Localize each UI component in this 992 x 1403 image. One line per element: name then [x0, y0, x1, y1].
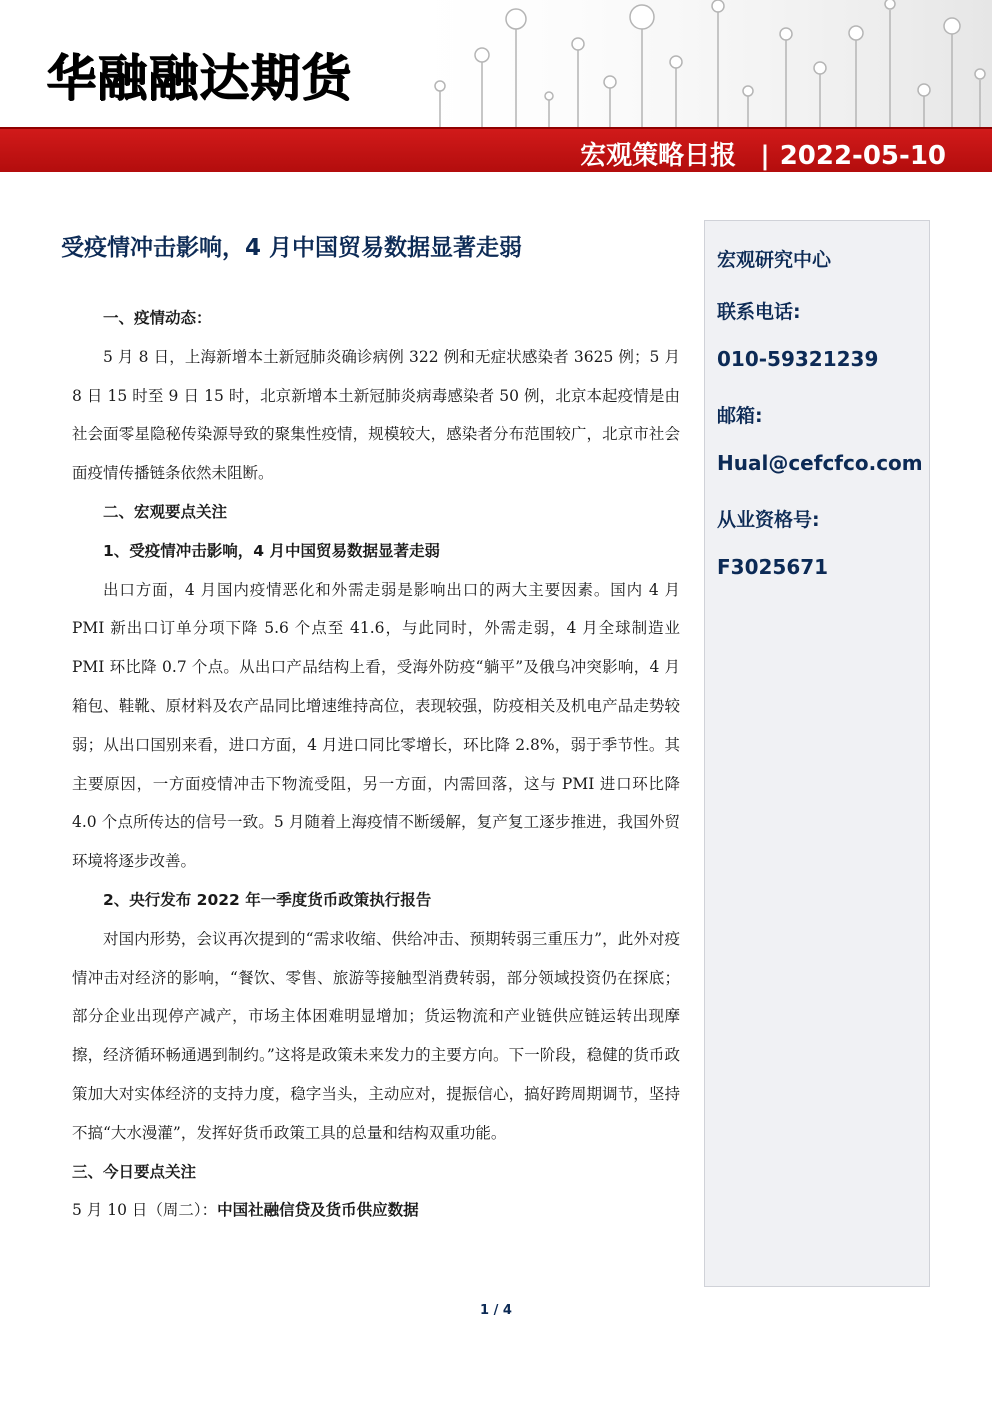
page-number: 1 / 4 — [480, 1303, 512, 1318]
paragraph: 出口方面，4 月国内疫情恶化和外需走弱是影响出口的两大主要因素。国内 4 月 PMI 新出口订单分项下降 5.6 个点至 41.6，与此同时，外需走弱，4 月全球制造业 PMI 环比降 0.7 个点。从出口产品结构上看，受海外防疫“躺平”及俄乌冲突影响，4 月箱包、鞋靴、原材料及农产品同比增速维持高位，表现较强，防疫相关及机电产品走势较弱；从出口国别来看，进口方面，4 月进口同比零增长，环比降 2.8%，弱于季节性。其主要原因，一方面疫情冲击下物流受阻，另一方面，内需回落，这与 PMI 进口环比降 4.0 个点所传达的信号一致。5 月随着上海疫情不断缓解，复产复工逐步推进，我国外贸环境将逐步改善。 — [72, 580, 680, 871]
email-address[interactable]: Hual@cefcfco.com — [717, 451, 923, 475]
contact-sidebar — [704, 220, 930, 1287]
report-date: 2022-05-10 — [779, 141, 946, 171]
license-label: 从业资格号: — [717, 509, 820, 531]
banner-separator: | — [760, 141, 770, 171]
section-heading: 一、疫情动态： — [103, 309, 212, 327]
banner-text — [580, 135, 946, 172]
article-body — [61, 228, 680, 1230]
report-name: 宏观策略日报 — [580, 141, 737, 171]
paragraph: 5 月 8 日，上海新增本土新冠肺炎确诊病例 322 例和无症状感染者 3625 例；5 月 8 日 15 时至 9 日 15 时，北京新增本土新冠肺炎病毒感染者 50 例，北京本起疫情是由社会面零星隐秘传染源导致的聚集性疫情，规模较大，感染者分布范围较广，北京市社会面疫情传播链条依然未阻断。 — [72, 347, 680, 483]
section-heading: 二、宏观要点关注 — [103, 502, 228, 521]
today-date: 5 月 10 日（周二）： — [72, 1201, 218, 1220]
title-spacer — [72, 268, 680, 299]
today-item — [72, 1191, 680, 1230]
phone-label: 联系电话: — [717, 301, 801, 323]
research-center: 宏观研究中心 — [717, 249, 832, 271]
paragraph: 对国内形势，会议再次提到的“需求收缩、供给冲击、预期转弱三重压力”，此外对疫情冲击对经济的影响，“餐饮、零售、旅游等接触型消费转弱，部分领域投资仍在探底；部分企业出现停产减产，市场主体困难明显增加；货运物流和产业链供应链运转出现摩擦，经济循环畅通遇到制约。”这将是政策未来发力的主要方向。下一阶段，稳健的货币政策加大对实体经济的支持力度，稳字当头，主动应对，提振信心，搞好跨周期调节，坚持不搞“大水漫灌”，发挥好货币政策工具的总量和结构双重功能。 — [72, 929, 680, 1142]
subsection-heading: 2、央行发布 2022 年一季度货币政策执行报告 — [103, 890, 432, 909]
article-title: 受疫情冲击影响，4 月中国贸易数据显著走弱 — [61, 235, 523, 261]
license-number: F3025671 — [717, 555, 829, 579]
email-label: 邮箱: — [717, 405, 763, 427]
report-banner — [0, 127, 992, 172]
today-event: 中国社融信贷及货币供应数据 — [217, 1201, 419, 1220]
company-logo: 华融融达期货 — [46, 49, 352, 107]
phone-number: 010-59321239 — [717, 347, 879, 371]
subsection-heading: 1、受疫情冲击影响，4 月中国贸易数据显著走弱 — [103, 541, 440, 560]
section-heading: 三、今日要点关注 — [72, 1162, 197, 1181]
